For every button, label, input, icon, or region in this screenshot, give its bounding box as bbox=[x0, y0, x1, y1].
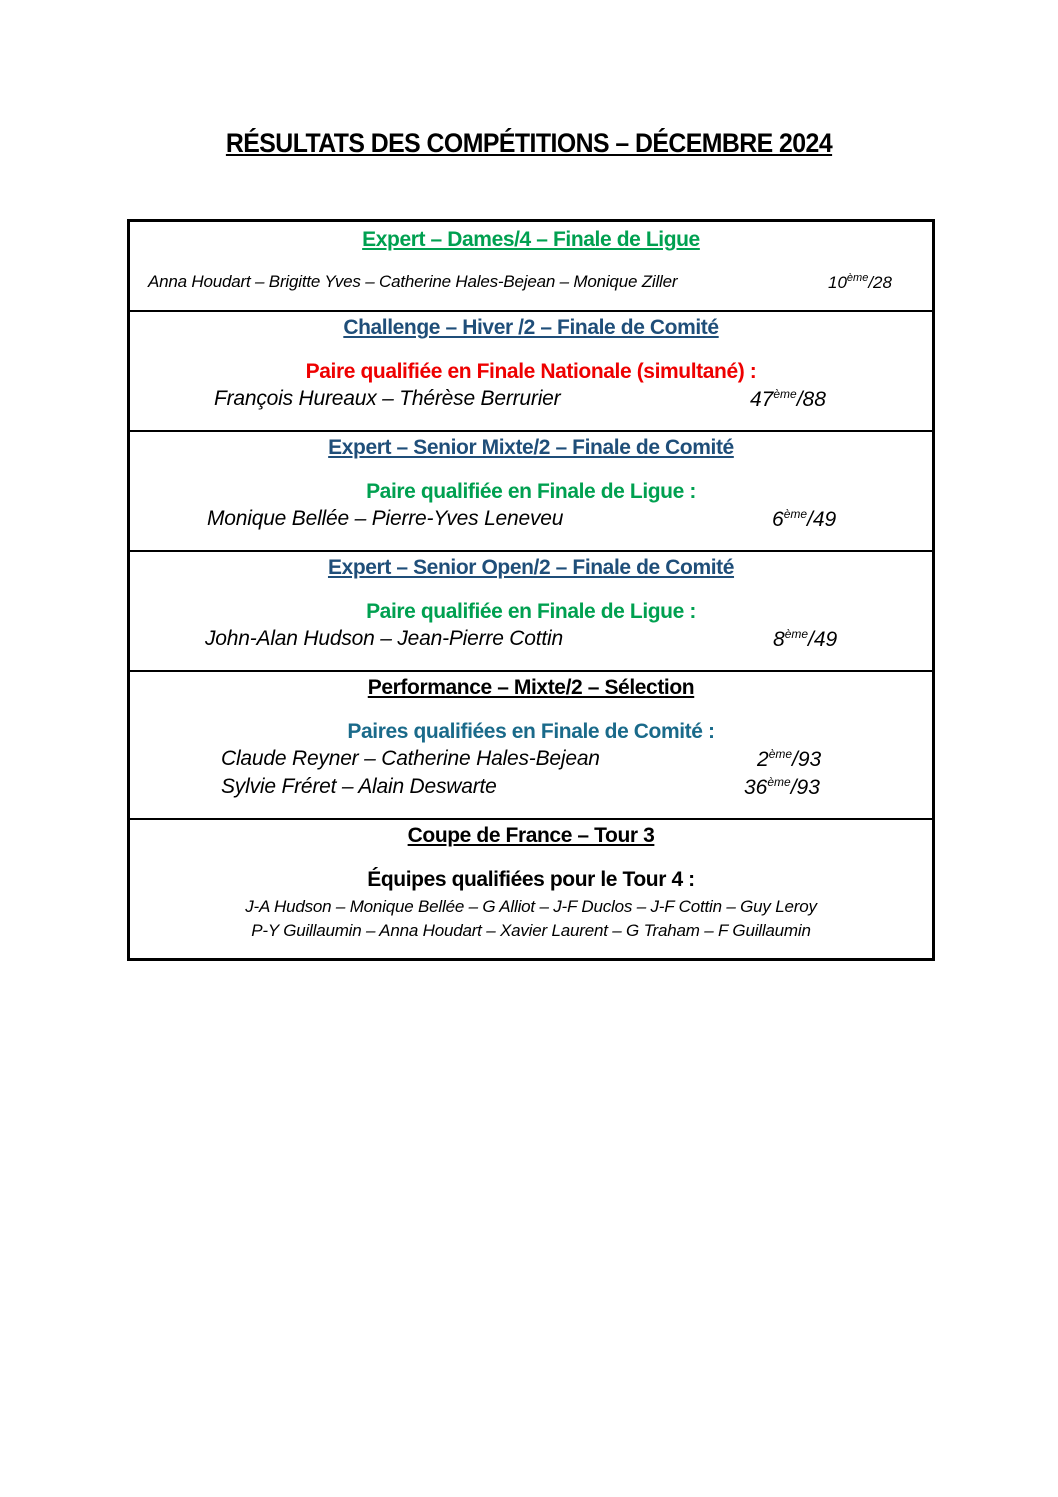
rank-suffix: ème bbox=[768, 747, 793, 761]
section-expert-senior-open bbox=[130, 550, 932, 670]
result-rank bbox=[773, 627, 837, 652]
rank-suffix: ème bbox=[846, 272, 869, 284]
team-line: P-Y Guillaumin – Anna Houdart – Xavier Laurent – G Traham – F Guillaumin bbox=[251, 921, 811, 940]
rank-number: 10 bbox=[828, 273, 847, 292]
section-expert-senior-mixte bbox=[130, 430, 932, 550]
result-names: John-Alan Hudson – Jean-Pierre Cottin bbox=[205, 627, 563, 650]
qualifier-label: Équipes qualifiées pour le Tour 4 : bbox=[367, 868, 695, 891]
result-rank bbox=[744, 775, 820, 800]
rank-total: /93 bbox=[792, 748, 822, 771]
rank-total: /88 bbox=[796, 388, 826, 411]
result-names: Sylvie Fréret – Alain Deswarte bbox=[221, 775, 497, 798]
rank-suffix: ème bbox=[783, 507, 808, 521]
qualifier-label: Paire qualifiée en Finale Nationale (simultané) : bbox=[305, 360, 757, 383]
team-line: J-A Hudson – Monique Bellée – G Alliot – J-F Duclos – J-F Cottin – Guy Leroy bbox=[245, 897, 817, 916]
rank-number: 2 bbox=[757, 748, 769, 771]
result-names: François Hureaux – Thérèse Berrurier bbox=[214, 387, 561, 410]
rank-total: /49 bbox=[807, 508, 837, 531]
rank-suffix: ème bbox=[784, 627, 809, 641]
rank-suffix: ème bbox=[767, 775, 791, 789]
page-title: RÉSULTATS DES COMPÉTITIONS – DÉCEMBRE 2024 bbox=[225, 128, 833, 158]
section-challenge-hiver bbox=[130, 310, 932, 430]
rank-total: /93 bbox=[790, 776, 820, 799]
qualifier-label: Paire qualifiée en Finale de Ligue : bbox=[366, 480, 696, 503]
section-heading: Challenge – Hiver /2 – Finale de Comité bbox=[343, 316, 719, 339]
result-rank bbox=[828, 272, 892, 293]
result-rank bbox=[772, 507, 836, 532]
section-expert-dames bbox=[130, 222, 932, 310]
rank-number: 36 bbox=[744, 776, 768, 799]
result-rank bbox=[750, 387, 826, 412]
rank-total: /49 bbox=[808, 628, 838, 651]
results-table bbox=[127, 219, 935, 961]
section-heading: Coupe de France – Tour 3 bbox=[407, 824, 655, 847]
section-heading: Performance – Mixte/2 – Sélection bbox=[367, 676, 695, 699]
result-rank bbox=[757, 747, 821, 772]
rank-number: 8 bbox=[773, 628, 785, 651]
rank-number: 47 bbox=[750, 388, 774, 411]
section-heading: Expert – Dames/4 – Finale de Ligue bbox=[362, 228, 700, 251]
section-heading: Expert – Senior Open/2 – Finale de Comité bbox=[327, 556, 735, 579]
result-names: Anna Houdart – Brigitte Yves – Catherine Hales-Bejean – Monique Ziller bbox=[148, 272, 678, 291]
qualifier-label: Paires qualifiées en Finale de Comité : bbox=[347, 720, 715, 743]
rank-total: /28 bbox=[868, 273, 892, 292]
section-performance-mixte bbox=[130, 670, 932, 818]
result-names: Claude Reyner – Catherine Hales-Bejean bbox=[221, 747, 600, 770]
section-coupe-de-france bbox=[130, 818, 932, 958]
result-names: Monique Bellée – Pierre-Yves Leneveu bbox=[207, 507, 564, 530]
rank-number: 6 bbox=[772, 508, 784, 531]
qualifier-label: Paire qualifiée en Finale de Ligue : bbox=[366, 600, 696, 623]
section-heading: Expert – Senior Mixte/2 – Finale de Comité bbox=[328, 436, 734, 459]
rank-suffix: ème bbox=[773, 387, 797, 401]
